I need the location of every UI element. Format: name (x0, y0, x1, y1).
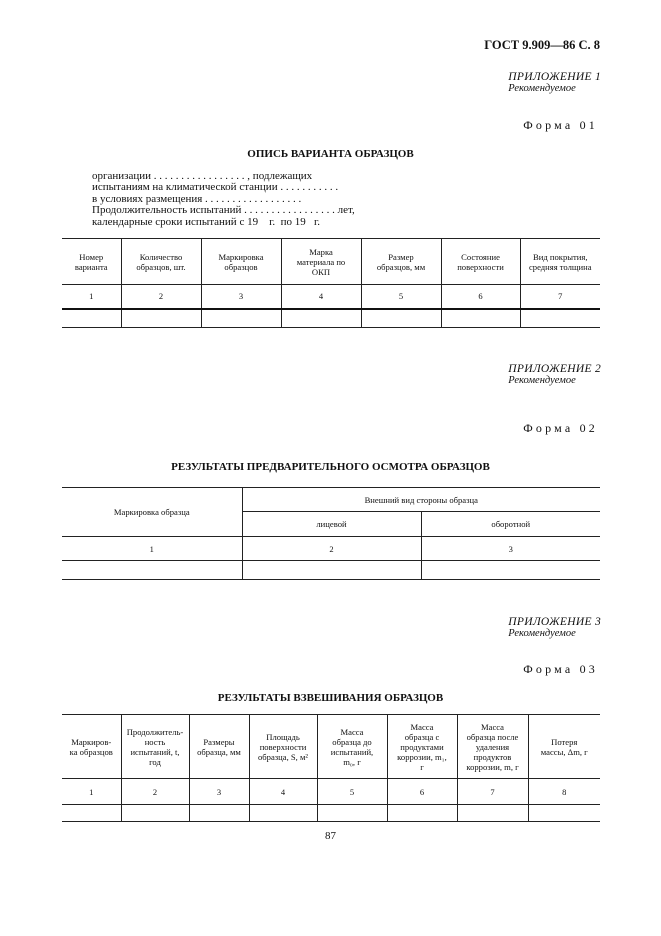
column-header: Масса образца после удаления продуктов коррозии, m, г (457, 715, 528, 779)
column-number: 6 (441, 285, 520, 309)
column-header: Состояние поверхности (441, 239, 520, 285)
column-number: 7 (457, 779, 528, 805)
column-header: Размеры образца, мм (189, 715, 249, 779)
empty-cell (421, 561, 600, 580)
form-1-title: ОПИСЬ ВАРИАНТА ОБРАЗЦОВ (247, 148, 414, 160)
appendix-2-heading (508, 364, 601, 386)
empty-cell (520, 309, 600, 328)
column-header: Маркировка образца (62, 488, 242, 537)
column-header: Масса образца с продуктами коррозии, m₁, г (387, 715, 457, 779)
document-header: ГОСТ 9.909—86 С. 8 (484, 38, 600, 52)
column-number: 8 (528, 779, 600, 805)
column-header: Масса образца до испытаний, m₀, г (317, 715, 387, 779)
empty-cell (317, 805, 387, 822)
column-number: 5 (317, 779, 387, 805)
column-header: Внешний вид стороны образца (242, 488, 600, 512)
form-2-title: РЕЗУЛЬТАТЫ ПРЕДВАРИТЕЛЬНОГО ОСМОТРА ОБРАЗЦОВ (171, 461, 490, 473)
column-header: Потеря массы, Δm, г (528, 715, 600, 779)
column-header: оборотной (421, 512, 600, 537)
intro-line: в условиях размещения . . . . . . . . . . . . . . . . . . (92, 192, 302, 205)
column-header: Размер образцов, мм (361, 239, 441, 285)
column-header: Маркиров- ка образцов (62, 715, 121, 779)
column-header: Количество образцов, шт. (121, 239, 201, 285)
form-3-label: Форма 03 (523, 662, 598, 676)
column-number: 2 (121, 285, 201, 309)
empty-cell (121, 309, 201, 328)
empty-cell (189, 805, 249, 822)
appendix-1-title: ПРИЛОЖЕНИЕ 1 (508, 71, 601, 83)
column-header: Площадь поверхности образца, S, м² (249, 715, 317, 779)
intro-line: Продолжительность испытаний . . . . . . . . . . . . . . . . . лет, (92, 204, 355, 217)
column-number: 7 (520, 285, 600, 309)
appendix-2-subtitle: Рекомендуемое (508, 375, 576, 386)
column-header: Продолжитель- ность испытаний, t, год (121, 715, 189, 779)
appendix-3-title: ПРИЛОЖЕНИЕ 3 (508, 616, 601, 628)
intro-line: организации . . . . . . . . . . . . . . . . . , подлежащих (92, 170, 313, 182)
empty-cell (62, 309, 121, 328)
empty-cell (387, 805, 457, 822)
column-number: 6 (387, 779, 457, 805)
form-2-label: Форма 02 (523, 421, 598, 435)
appendix-1-heading (508, 72, 601, 94)
column-number: 1 (62, 537, 242, 561)
column-header: Маркировка образцов (201, 239, 281, 285)
form-2-table (62, 487, 600, 580)
column-number: 2 (242, 537, 421, 561)
intro-line: испытаниям на климатической станции . . . . . . . . . . . (92, 181, 339, 194)
form-3-title: РЕЗУЛЬТАТЫ ВЗВЕШИВАНИЯ ОБРАЗЦОВ (217, 692, 444, 704)
appendix-2-title: ПРИЛОЖЕНИЕ 2 (508, 363, 601, 375)
empty-cell (457, 805, 528, 822)
form-1-table (62, 238, 600, 328)
column-number: 2 (121, 779, 189, 805)
appendix-3-subtitle: Рекомендуемое (508, 628, 576, 639)
appendix-3-heading (508, 617, 601, 639)
column-number: 3 (421, 537, 600, 561)
empty-cell (62, 805, 121, 822)
column-header: Вид покрытия, средняя толщина (520, 239, 600, 285)
column-number: 3 (189, 779, 249, 805)
column-number: 1 (62, 285, 121, 309)
intro-line: календарные сроки испытаний с 19 г. по 19 г. (92, 215, 321, 228)
empty-cell (201, 309, 281, 328)
form-1-intro (92, 171, 355, 228)
column-number: 1 (62, 779, 121, 805)
form-1-label: Форма 01 (523, 118, 598, 132)
empty-cell (242, 561, 421, 580)
empty-cell (528, 805, 600, 822)
column-header: Марка материала по ОКП (281, 239, 361, 285)
column-header: лицевой (242, 512, 421, 537)
form-3-table (62, 714, 600, 822)
column-number: 5 (361, 285, 441, 309)
empty-cell (281, 309, 361, 328)
empty-cell (121, 805, 189, 822)
column-number: 3 (201, 285, 281, 309)
empty-cell (361, 309, 441, 328)
empty-cell (441, 309, 520, 328)
column-number: 4 (249, 779, 317, 805)
appendix-1-subtitle: Рекомендуемое (508, 83, 576, 94)
empty-cell (62, 561, 242, 580)
empty-cell (249, 805, 317, 822)
column-header: Номер варианта (62, 239, 121, 285)
column-number: 4 (281, 285, 361, 309)
page-number: 87 (325, 830, 336, 842)
